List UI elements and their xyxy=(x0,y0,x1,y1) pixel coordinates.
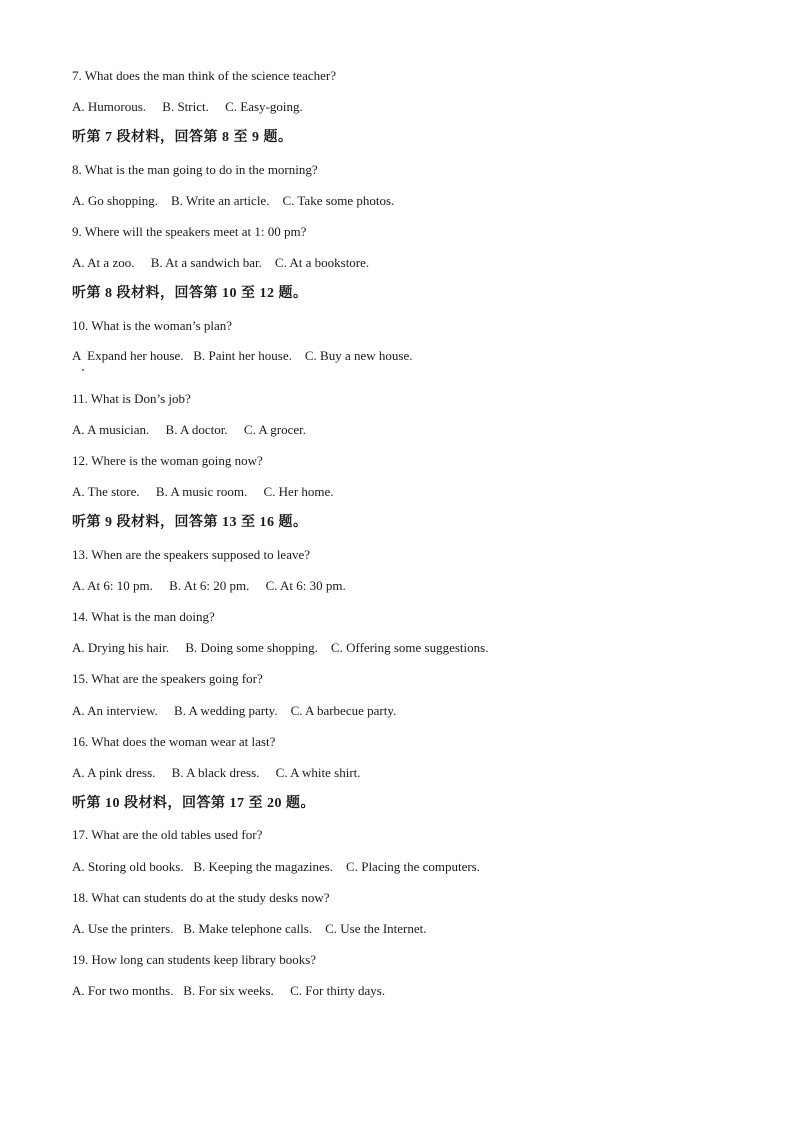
question-17: 17. What are the old tables used for? xyxy=(72,827,263,842)
section-heading-9: 听第 9 段材料，回答第 13 至 16 题。 xyxy=(72,515,308,530)
question-16: 16. What does the woman wear at last? xyxy=(72,734,276,749)
question-8: 8. What is the man going to do in the morning? xyxy=(72,162,318,177)
question-14: 14. What is the man doing? xyxy=(72,609,215,624)
question-10: 10. What is the woman’s plan? xyxy=(72,318,233,333)
question-19: 19. How long can students keep library books? xyxy=(72,952,317,967)
options-16: A. A pink dress. B. A black dress. C. A white shirt. xyxy=(72,765,361,780)
options-11: A. A musician. B. A doctor. C. A grocer. xyxy=(72,422,306,437)
section-heading-7: 听第 7 段材料，回答第 8 至 9 题。 xyxy=(72,130,293,145)
options-7: A. Humorous. B. Strict. C. Easy-going. xyxy=(72,99,303,114)
section-heading-10: 听第 10 段材料，回答第 17 至 20 题。 xyxy=(72,796,315,811)
question-9: 9. Where will the speakers meet at 1: 00 pm? xyxy=(72,224,307,239)
options-13: A. At 6: 10 pm. B. At 6: 20 pm. C. At 6: 30 pm. xyxy=(72,578,346,593)
options-9: A. At a zoo. B. At a sandwich bar. C. At a bookstore. xyxy=(72,255,370,270)
options-8: A. Go shopping. B. Write an article. C. Take some photos. xyxy=(72,193,395,208)
question-7: 7. What does the man think of the science teacher? xyxy=(72,68,336,83)
question-11: 11. What is Don’s job? xyxy=(72,391,191,406)
section-heading-8: 听第 8 段材料，回答第 10 至 12 题。 xyxy=(72,286,308,301)
options-15: A. An interview. B. A wedding party. C. A barbecue party. xyxy=(72,703,397,718)
options-18: A. Use the printers. B. Make telephone calls. C. Use the Internet. xyxy=(72,921,427,936)
options-10: A Expand her house. B. Paint her house. C. Buy a new house. xyxy=(72,348,413,363)
stray-dot xyxy=(82,369,84,371)
question-15: 15. What are the speakers going for? xyxy=(72,671,263,686)
options-14: A. Drying his hair. B. Doing some shopping. C. Offering some suggestions. xyxy=(72,640,489,655)
options-17: A. Storing old books. B. Keeping the magazines. C. Placing the computers. xyxy=(72,859,480,874)
question-18: 18. What can students do at the study desks now? xyxy=(72,890,330,905)
options-12: A. The store. B. A music room. C. Her home. xyxy=(72,484,334,499)
question-13: 13. When are the speakers supposed to leave? xyxy=(72,547,311,562)
question-12: 12. Where is the woman going now? xyxy=(72,453,263,468)
options-19: A. For two months. B. For six weeks. C. For thirty days. xyxy=(72,983,386,998)
